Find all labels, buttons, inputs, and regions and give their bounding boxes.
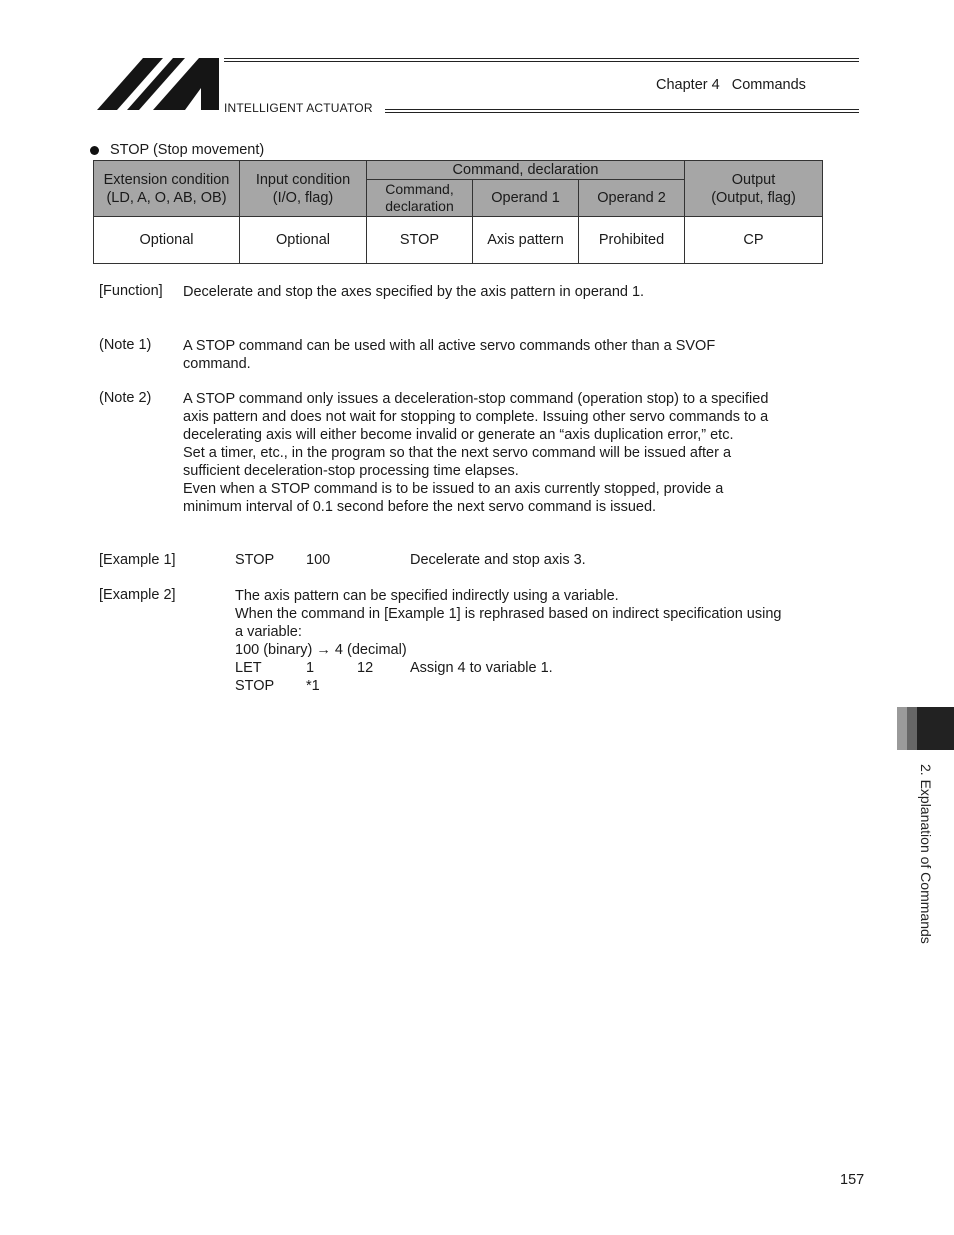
header-input-condition: Input condition (I/O, flag) bbox=[240, 161, 367, 217]
bullet-icon bbox=[90, 146, 99, 155]
example-1-operand: 100 bbox=[306, 552, 331, 568]
cell-output: CP bbox=[685, 217, 823, 264]
cell-operand-1: Axis pattern bbox=[473, 217, 579, 264]
side-tab-text: 2. Explanation of Commands bbox=[918, 764, 934, 944]
command-table bbox=[93, 160, 823, 264]
code-line: LET 1 12 Assign 4 to variable 1. bbox=[235, 660, 553, 676]
cell-operand-2: Prohibited bbox=[579, 217, 685, 264]
function-text: Decelerate and stop the axes specified by the axis pattern in operand 1. bbox=[183, 284, 645, 300]
side-tab-mid bbox=[907, 707, 917, 750]
side-tab-light bbox=[897, 707, 907, 750]
example-1-command: STOP bbox=[235, 552, 275, 568]
header-rule-top bbox=[224, 58, 859, 59]
note-2-text: A STOP command only issues a deceleration-stop command (operation stop) to a specified axis pattern and does not wait for stopping to complete. Issuing other servo commands to a decelerating axis will either become invalid or generate an “axis duplication error,” etc. Set a timer, etc., in the program so that the next servo command will be issued after a sufficient deceleration-stop processing time elapses. Even when a STOP command is to be issued to an axis currently stopped, provide a minimum interval of 0.1 second before the next servo command is issued. bbox=[183, 391, 769, 515]
note-2-label: (Note 2) bbox=[99, 390, 152, 406]
cell-command: STOP bbox=[367, 217, 473, 264]
header-command: Command, declaration bbox=[367, 180, 473, 217]
cell-extension: Optional bbox=[94, 217, 240, 264]
example-1-comment: Decelerate and stop axis 3. bbox=[410, 552, 586, 568]
header-rule-bottom bbox=[385, 109, 859, 113]
page-number: 157 bbox=[840, 1172, 865, 1188]
header-output: Output (Output, flag) bbox=[685, 161, 823, 217]
code-line: STOP *1 bbox=[235, 678, 320, 694]
header-extension-condition: Extension condition (LD, A, O, AB, OB) bbox=[94, 161, 240, 217]
table-row bbox=[94, 217, 823, 264]
cell-input: Optional bbox=[240, 217, 367, 264]
header-command-group: Command, declaration bbox=[367, 161, 685, 180]
brand-name: INTELLIGENT ACTUATOR bbox=[224, 101, 373, 115]
section-title: STOP (Stop movement) bbox=[110, 142, 265, 158]
function-label: [Function] bbox=[99, 283, 163, 299]
header-operand-1: Operand 1 bbox=[473, 180, 579, 217]
chapter-title: Chapter 4 Commands bbox=[656, 77, 806, 93]
example-2-label: [Example 2] bbox=[99, 587, 176, 603]
example-1-label: [Example 1] bbox=[99, 552, 176, 568]
note-1-text: A STOP command can be used with all active servo commands other than a SVOF command. bbox=[183, 338, 716, 372]
iai-logo bbox=[97, 58, 219, 114]
header-rule-top-2 bbox=[224, 61, 859, 62]
note-1-label: (Note 1) bbox=[99, 337, 152, 353]
side-tab-dark bbox=[917, 707, 954, 750]
example-2-body: The axis pattern can be specified indirectly using a variable. When the command in [Example 1] is rephrased based on indirect specification using a variable: 100 (binary) → 4 (decimal) LET 1 12 Assign 4 to variable 1. STOP *1 bbox=[235, 587, 835, 695]
header-operand-2: Operand 2 bbox=[579, 180, 685, 217]
